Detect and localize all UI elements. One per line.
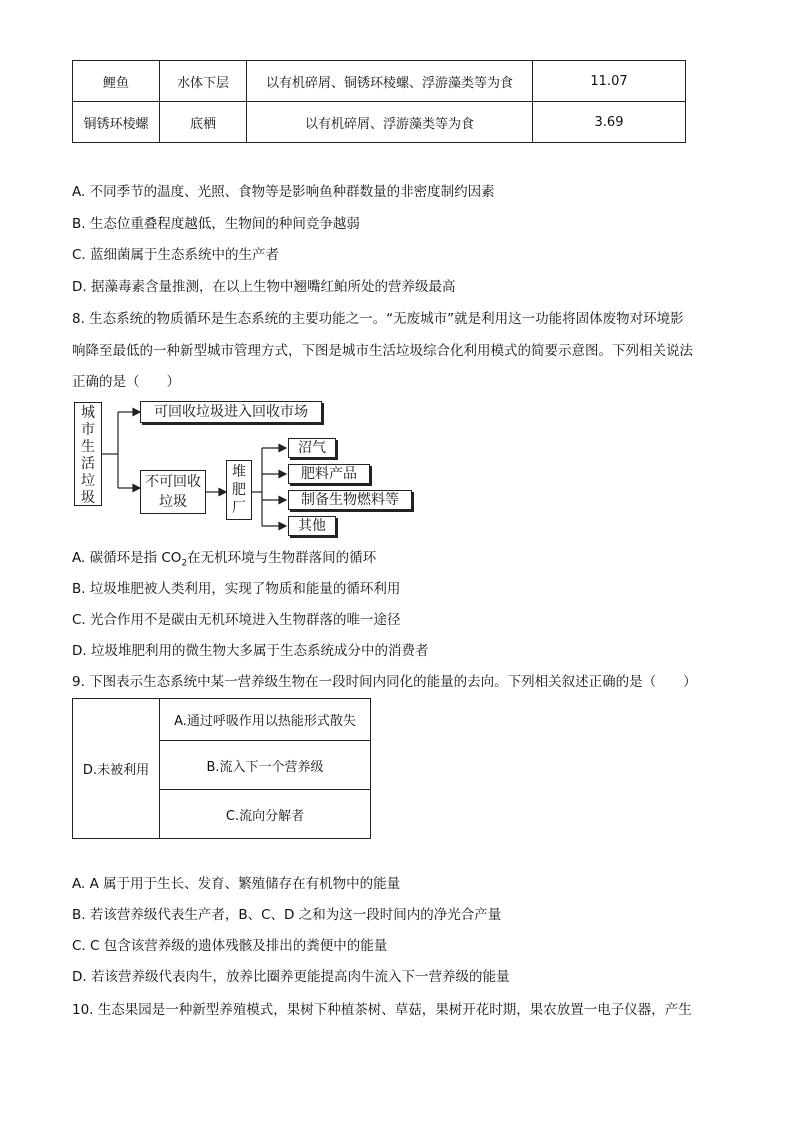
non-recyclable-box bbox=[140, 470, 206, 514]
compost-box bbox=[226, 460, 252, 520]
product-box bbox=[288, 438, 336, 458]
table-cell: D.未被利用 bbox=[73, 699, 160, 839]
q9-option-d: D. 若该营养级代表肉牛，放养比圈养更能提高肉牛流入下一营养级的能量 bbox=[72, 969, 510, 985]
table-cell: B.流入下一个营养级 bbox=[160, 741, 371, 790]
product-label: 制备生物燃料等 bbox=[301, 492, 399, 508]
product-label: 肥料产品 bbox=[301, 466, 357, 482]
product-label: 其他 bbox=[298, 518, 326, 534]
table-row bbox=[73, 61, 686, 102]
table-cell: 以有机碎屑、浮游藻类等为食 bbox=[247, 102, 533, 143]
product-box bbox=[288, 464, 370, 484]
q8-option-d: D. 垃圾堆肥利用的微生物大多属于生态系统成分中的消费者 bbox=[72, 643, 429, 659]
table-cell: 以有机碎屑、铜锈环棱螺、浮游藻类等为食 bbox=[247, 61, 533, 102]
q8-stem-line-3: 正确的是（ ） bbox=[72, 374, 180, 390]
recyclable-box bbox=[140, 401, 322, 423]
product-box bbox=[288, 490, 412, 510]
table-cell: 水体下层 bbox=[160, 61, 247, 102]
compost-label: 堆肥厂 bbox=[232, 464, 246, 516]
table-row bbox=[73, 699, 371, 741]
recyclable-label: 可回收垃圾进入回收市场 bbox=[154, 404, 308, 420]
product-label: 沼气 bbox=[298, 440, 326, 456]
non-recyclable-label: 不可回收垃圾 bbox=[145, 474, 201, 510]
table-cell: 底栖 bbox=[160, 102, 247, 143]
q8-stem-line-1: 8. 生态系统的物质循环是生态系统的主要功能之一。“无废城市”就是利用这一功能将固体废物对环境影 bbox=[72, 311, 684, 327]
q8-option-b: B. 垃圾堆肥被人类利用，实现了物质和能量的循环利用 bbox=[72, 581, 401, 597]
habitat-table bbox=[72, 60, 686, 143]
product-box bbox=[288, 516, 336, 536]
waste-flow-diagram bbox=[70, 398, 430, 540]
option-text: 在无机环境与生物群落间的循环 bbox=[187, 550, 377, 566]
table-cell: C.流向分解者 bbox=[160, 790, 371, 839]
q10-stem: 10. 生态果园是一种新型养殖模式，果树下种植茶树、草菇，果树开花时期，果农放置一电子仪器，产生 bbox=[72, 1002, 692, 1018]
table-row bbox=[73, 102, 686, 143]
q9-option-c: C. C 包含该营养级的遗体残骸及排出的粪便中的能量 bbox=[72, 938, 388, 954]
q8-stem-line-2: 响降至最低的一种新型城市管理方式，下图是城市生活垃圾综合化利用模式的简要示意图。下列相关说法 bbox=[72, 343, 693, 359]
energy-flow-table bbox=[72, 698, 371, 839]
option-text: A. 碳循环是指 CO bbox=[72, 550, 182, 566]
table-cell: 铜锈环棱螺 bbox=[73, 102, 160, 143]
table-cell: 11.07 bbox=[533, 61, 686, 102]
q9-option-a: A. A 属于用于生长、发育、繁殖储存在有机物中的能量 bbox=[72, 876, 401, 892]
q8-option-c: C. 光合作用不是碳由无机环境进入生物群落的唯一途径 bbox=[72, 612, 401, 628]
table-cell: 鲤鱼 bbox=[73, 61, 160, 102]
table-cell: A.通过呼吸作用以热能形式散失 bbox=[160, 699, 371, 741]
q7-option-b: B. 生态位重叠程度越低，生物间的种间竞争越弱 bbox=[72, 216, 360, 232]
q8-option-a bbox=[72, 548, 376, 574]
source-box bbox=[74, 402, 102, 506]
table-cell: 3.69 bbox=[533, 102, 686, 143]
q7-option-d: D. 据藻毒素含量推测，在以上生物中翘嘴红鲌所处的营养级最高 bbox=[72, 279, 456, 295]
subscript: 2 bbox=[181, 558, 188, 569]
source-label: 城市生活垃圾 bbox=[81, 405, 95, 506]
q9-stem: 9. 下图表示生态系统中某一营养级生物在一段时间内同化的能量的去向。下列相关叙述正确的是（ ） bbox=[72, 674, 697, 690]
q7-option-a: A. 不同季节的温度、光照、食物等是影响鱼种群数量的非密度制约因素 bbox=[72, 184, 495, 200]
q9-option-b: B. 若该营养级代表生产者，B、C、D 之和为这一段时间内的净光合产量 bbox=[72, 907, 502, 923]
q7-option-c: C. 蓝细菌属于生态系统中的生产者 bbox=[72, 247, 280, 263]
